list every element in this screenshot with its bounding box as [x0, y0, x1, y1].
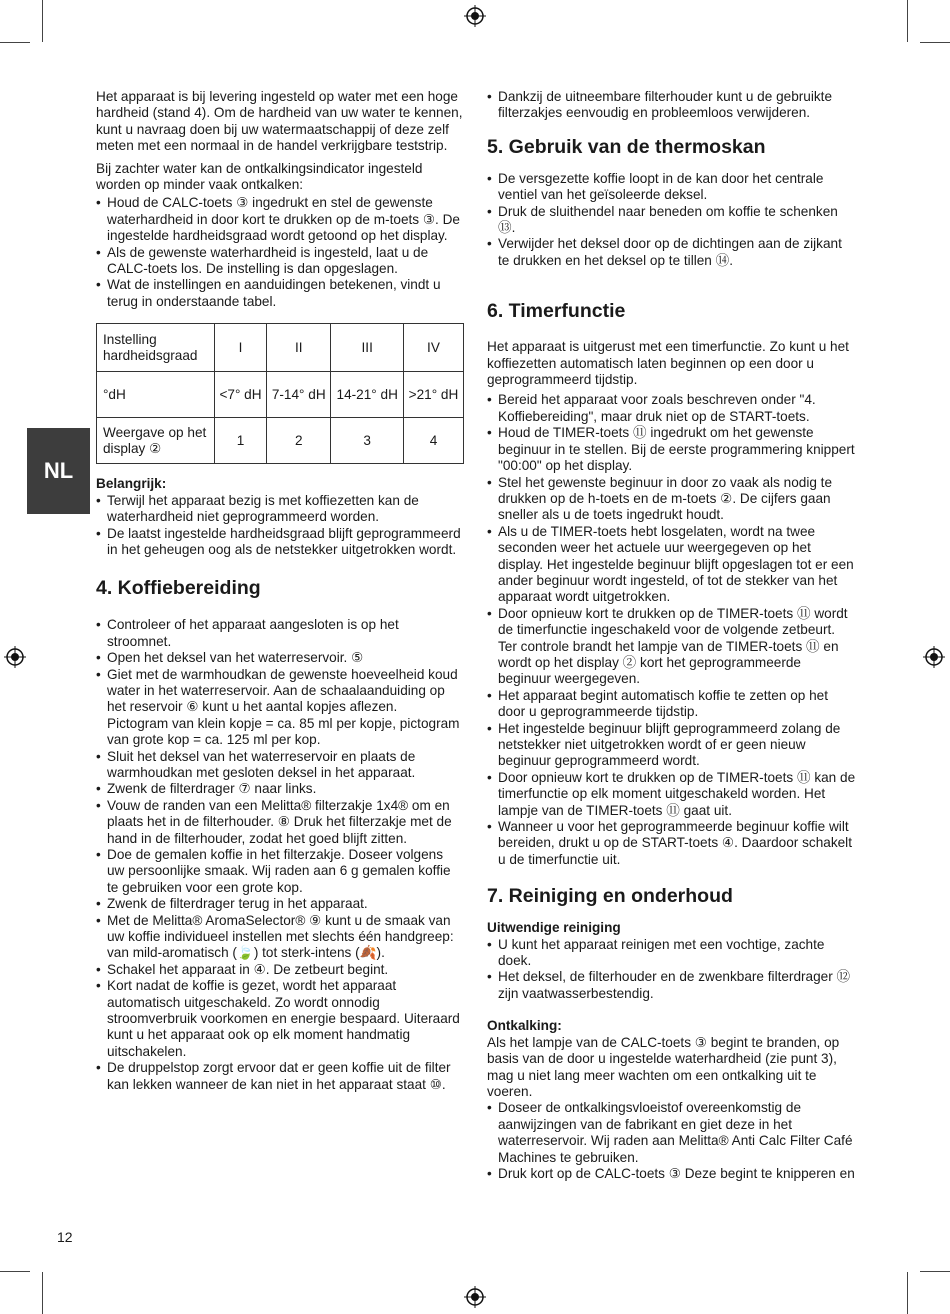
page-number: 12: [57, 1229, 73, 1245]
crop-mark: [42, 1272, 43, 1314]
list-item: • Houd de CALC-toets ③ ingedrukt en stel de gewenste waterhardheid in door kort te drukken op de m-toets ③. De ingestelde hardheidsgraad wordt getoond op het display.: [96, 195, 464, 244]
list-item: • Open het deksel van het waterreservoir. ⑤: [96, 650, 464, 666]
list-item: • Als de gewenste waterhardheid is ingesteld, laat u de CALC-toets los. De instelling is dan opgeslagen.: [96, 245, 464, 278]
section-5-title: 5. Gebruik van de thermoskan: [487, 135, 766, 158]
list-item: • Controleer of het apparaat aangesloten is op het stroomnet.: [96, 617, 464, 650]
list-item: • Door opnieuw kort te drukken op de TIMER-toets ⑪ wordt de timerfunctie ingeschakeld voor de volgende zetbeurt. Ter controle brandt het lampje van de TIMER-toets ⑪ en wordt op het display ② kort het geprogrammeerde beginuur weergegeven.: [487, 606, 856, 688]
table-cell: >21° dH: [403, 372, 463, 418]
table-cell: 14-21° dH: [331, 372, 403, 418]
section-4-list: [96, 617, 464, 1093]
intro-paragraph: Bij zachter water kan de ontkalkingsindicator ingesteld worden op minder vaak ontkalken:: [96, 160, 423, 193]
table-cell: 7-14° dH: [267, 372, 331, 418]
list-item: • Druk kort op de CALC-toets ③ Deze begint te knipperen en: [487, 1166, 856, 1182]
list-item: • Zwenk de filterdrager terug in het apparaat.: [96, 896, 464, 912]
right-column: [487, 89, 856, 1182]
important-list: [96, 493, 464, 559]
language-tab: NL: [27, 428, 90, 514]
pictogram-note: Pictogram van klein kopje = ca. 85 ml per kopje, pictogram van grote kop = ca. 125 ml per kop.: [107, 715, 460, 748]
table-row: [97, 372, 464, 418]
external-cleaning-list: [487, 937, 856, 1003]
list-item: • De versgezette koffie loopt in de kan door het centrale ventiel van het geïsoleerde deksel.: [487, 171, 856, 204]
list-item: • Doseer de ontkalkingsvloeistof overeenkomstig de aanwijzingen van de fabrikant en giet deze in het waterreservoir. Wij raden aan Melitta® Anti Calc Filter Café Machines te gebruiken.: [487, 1100, 856, 1166]
table-row: [97, 418, 464, 464]
registration-mark-icon: [4, 646, 26, 668]
crop-mark: [0, 1271, 30, 1272]
table-cell: 2: [267, 418, 331, 464]
registration-mark-icon: [464, 5, 486, 27]
list-item: • Door opnieuw kort te drukken op de TIMER-toets ⑪ kan de timerfunctie op elk moment uitgeschakeld worden. Het lampje van de TIMER-toets ⑪ gaat uit.: [487, 770, 856, 819]
list-item: • Schakel het apparaat in ④. De zetbeurt begint.: [96, 962, 464, 978]
table-cell: Instelling hardheidsgraad: [97, 324, 215, 372]
list-item: • Vouw de randen van een Melitta® filterzakje 1x4® om en plaats het in de filterhouder. ⑧ Druk het filterzakje met de hand in de filterhouder, zodat het goed blijft zitten.: [96, 798, 464, 847]
crop-mark: [907, 0, 908, 42]
crop-mark: [0, 42, 30, 43]
list-item: • Met de Melitta® AromaSelector® ⑨ kunt u de smaak van uw koffie individueel instellen met slechts één handgreep: van mild-aromatisch (🍃) tot sterk-intens (🍂).: [96, 913, 464, 962]
table-cell: Weergave op het display ②: [97, 418, 215, 464]
table-row: [97, 324, 464, 372]
section-7-title: 7. Reiniging en onderhoud: [487, 885, 733, 908]
table-cell: I: [215, 324, 267, 372]
crop-mark: [42, 0, 43, 42]
list-item: • Wat de instellingen en aanduidingen betekenen, vindt u terug in onderstaande tabel.: [96, 277, 464, 310]
table-cell: 3: [331, 418, 403, 464]
crop-mark: [920, 1271, 950, 1272]
list-item: • Het ingestelde beginuur blijft geprogrammeerd zolang de netstekker niet uitgetrokken wordt of er geen nieuw beginuur geprogrammeerd wordt.: [487, 721, 856, 770]
section-5-list: [487, 171, 856, 269]
list-item: • Zwenk de filterdrager ⑦ naar links.: [96, 781, 464, 797]
list-item: • Sluit het deksel van het waterreservoir en plaats de warmhoudkan met gesloten deksel in het apparaat.: [96, 749, 464, 782]
section-6-list: [487, 392, 856, 868]
list-item: • De laatst ingestelde hardheidsgraad blijft geprogrammeerd in het geheugen oog als de netstekker uitgetrokken wordt.: [96, 526, 464, 559]
table-cell: III: [331, 324, 403, 372]
intro-paragraph: Het apparaat is bij levering ingesteld op water met een hoge hardheid (stand 4). Om de hardheid van uw water te kennen, kunt u navraag doen bij uw watermaatschappij of deze zelf meten met een normaal in de handel verkrijgbare teststrip.: [96, 89, 463, 154]
list-item: • Doe de gemalen koffie in het filterzakje. Doseer volgens uw persoonlijke smaak. Wij raden aan 6 g gemalen koffie te gebruiken voor een grote kop.: [96, 847, 464, 896]
hardness-table: [96, 323, 464, 464]
descaling-heading: Ontkalking:: [487, 1018, 562, 1034]
descaling-intro: Als het lampje van de CALC-toets ③ begint te branden, op basis van de door u ingestelde waterhardheid (zie punt 3), mag u niet lang meer wachten om een ontkalking uit te voeren.: [487, 1034, 840, 1099]
crop-mark: [907, 1272, 908, 1314]
list-item: • Giet met de warmhoudkan de gewenste hoeveelheid koud water in het waterreservoir. Aan de schaalaanduiding op het reservoir ⑥ kunt u het aantal kopjes aflezen.: [96, 667, 464, 716]
section-4-title: 4. Koffiebereiding: [96, 577, 261, 600]
descaling-list: [487, 1100, 856, 1182]
list-item: • Het deksel, de filterhouder en de zwenkbare filterdrager ⑫ zijn vaatwasserbestendig.: [487, 969, 856, 1002]
list-item: • Als u de TIMER-toets hebt losgelaten, wordt na twee seconden weer het actuele uur weergegeven op het display. Het ingestelde beginuur blijft opgeslagen tot er een ander beginuur wordt ingesteld, of tot de stekker van het apparaat wordt uitgetrokken.: [487, 524, 856, 606]
table-cell: II: [267, 324, 331, 372]
list-item: • Druk de sluithendel naar beneden om koffie te schenken ⑬.: [487, 204, 856, 237]
list-item: • Het apparaat begint automatisch koffie te zetten op het door u geprogrammeerde tijdstip.: [487, 688, 856, 721]
section-6-intro: Het apparaat is uitgerust met een timerfunctie. Zo kunt u het koffiezetten automatisch laten beginnen op een door u geprogrammeerd tijdstip.: [487, 339, 849, 388]
top-list: [487, 89, 856, 122]
list-item: • Houd de TIMER-toets ⑪ ingedrukt om het gewenste beginuur in te stellen. Bij de eerste programmering knippert "00:00" op het display.: [487, 425, 856, 474]
list-item: • Verwijder het deksel door op de dichtingen aan de zijkant te drukken en het deksel op te tillen ⑭.: [487, 236, 856, 269]
table-cell: 1: [215, 418, 267, 464]
registration-mark-icon: [464, 1286, 486, 1308]
left-column: [96, 89, 464, 1093]
list-item: • Terwijl het apparaat bezig is met koffiezetten kan de waterhardheid niet geprogrammeerd worden.: [96, 493, 464, 526]
list-item: • Wanneer u voor het geprogrammeerde beginuur koffie wilt bereiden, drukt u op de START-toets ④. Daardoor schakelt u de timerfunctie uit.: [487, 819, 856, 868]
table-cell: <7° dH: [215, 372, 267, 418]
external-cleaning-heading: Uitwendige reiniging: [487, 920, 621, 936]
table-cell: 4: [403, 418, 463, 464]
list-item: • De druppelstop zorgt ervoor dat er geen koffie uit de filter kan lekken wanneer de kan niet in het apparaat staat ⑩.: [96, 1060, 464, 1093]
section-6-title: 6. Timerfunctie: [487, 300, 626, 323]
intro-list: [96, 195, 464, 310]
list-item: • Stel het gewenste beginuur in door zo vaak als nodig te drukken op de h-toets en de m-toets ②. De cijfers gaan sneller als u de toets ingedrukt houdt.: [487, 475, 856, 524]
list-item: • Dankzij de uitneembare filterhouder kunt u de gebruikte filterzakjes eenvoudig en probleemloos verwijderen.: [487, 89, 856, 122]
list-item: • Bereid het apparaat voor zoals beschreven onder "4. Koffiebereiding", maar druk niet op de START-toets.: [487, 392, 856, 425]
table-cell: °dH: [97, 372, 215, 418]
list-item: • U kunt het apparaat reinigen met een vochtige, zachte doek.: [487, 937, 856, 970]
list-item: • Kort nadat de koffie is gezet, wordt het apparaat automatisch uitgeschakeld. Zo wordt onnodig stroomverbruik voorkomen en energie bespaard. Uiteraard kunt u het apparaat ook op elk moment handmatig uitschakelen.: [96, 978, 464, 1060]
crop-mark: [920, 42, 950, 43]
registration-mark-icon: [923, 646, 945, 668]
table-cell: IV: [403, 324, 463, 372]
important-heading: Belangrijk:: [96, 476, 167, 492]
